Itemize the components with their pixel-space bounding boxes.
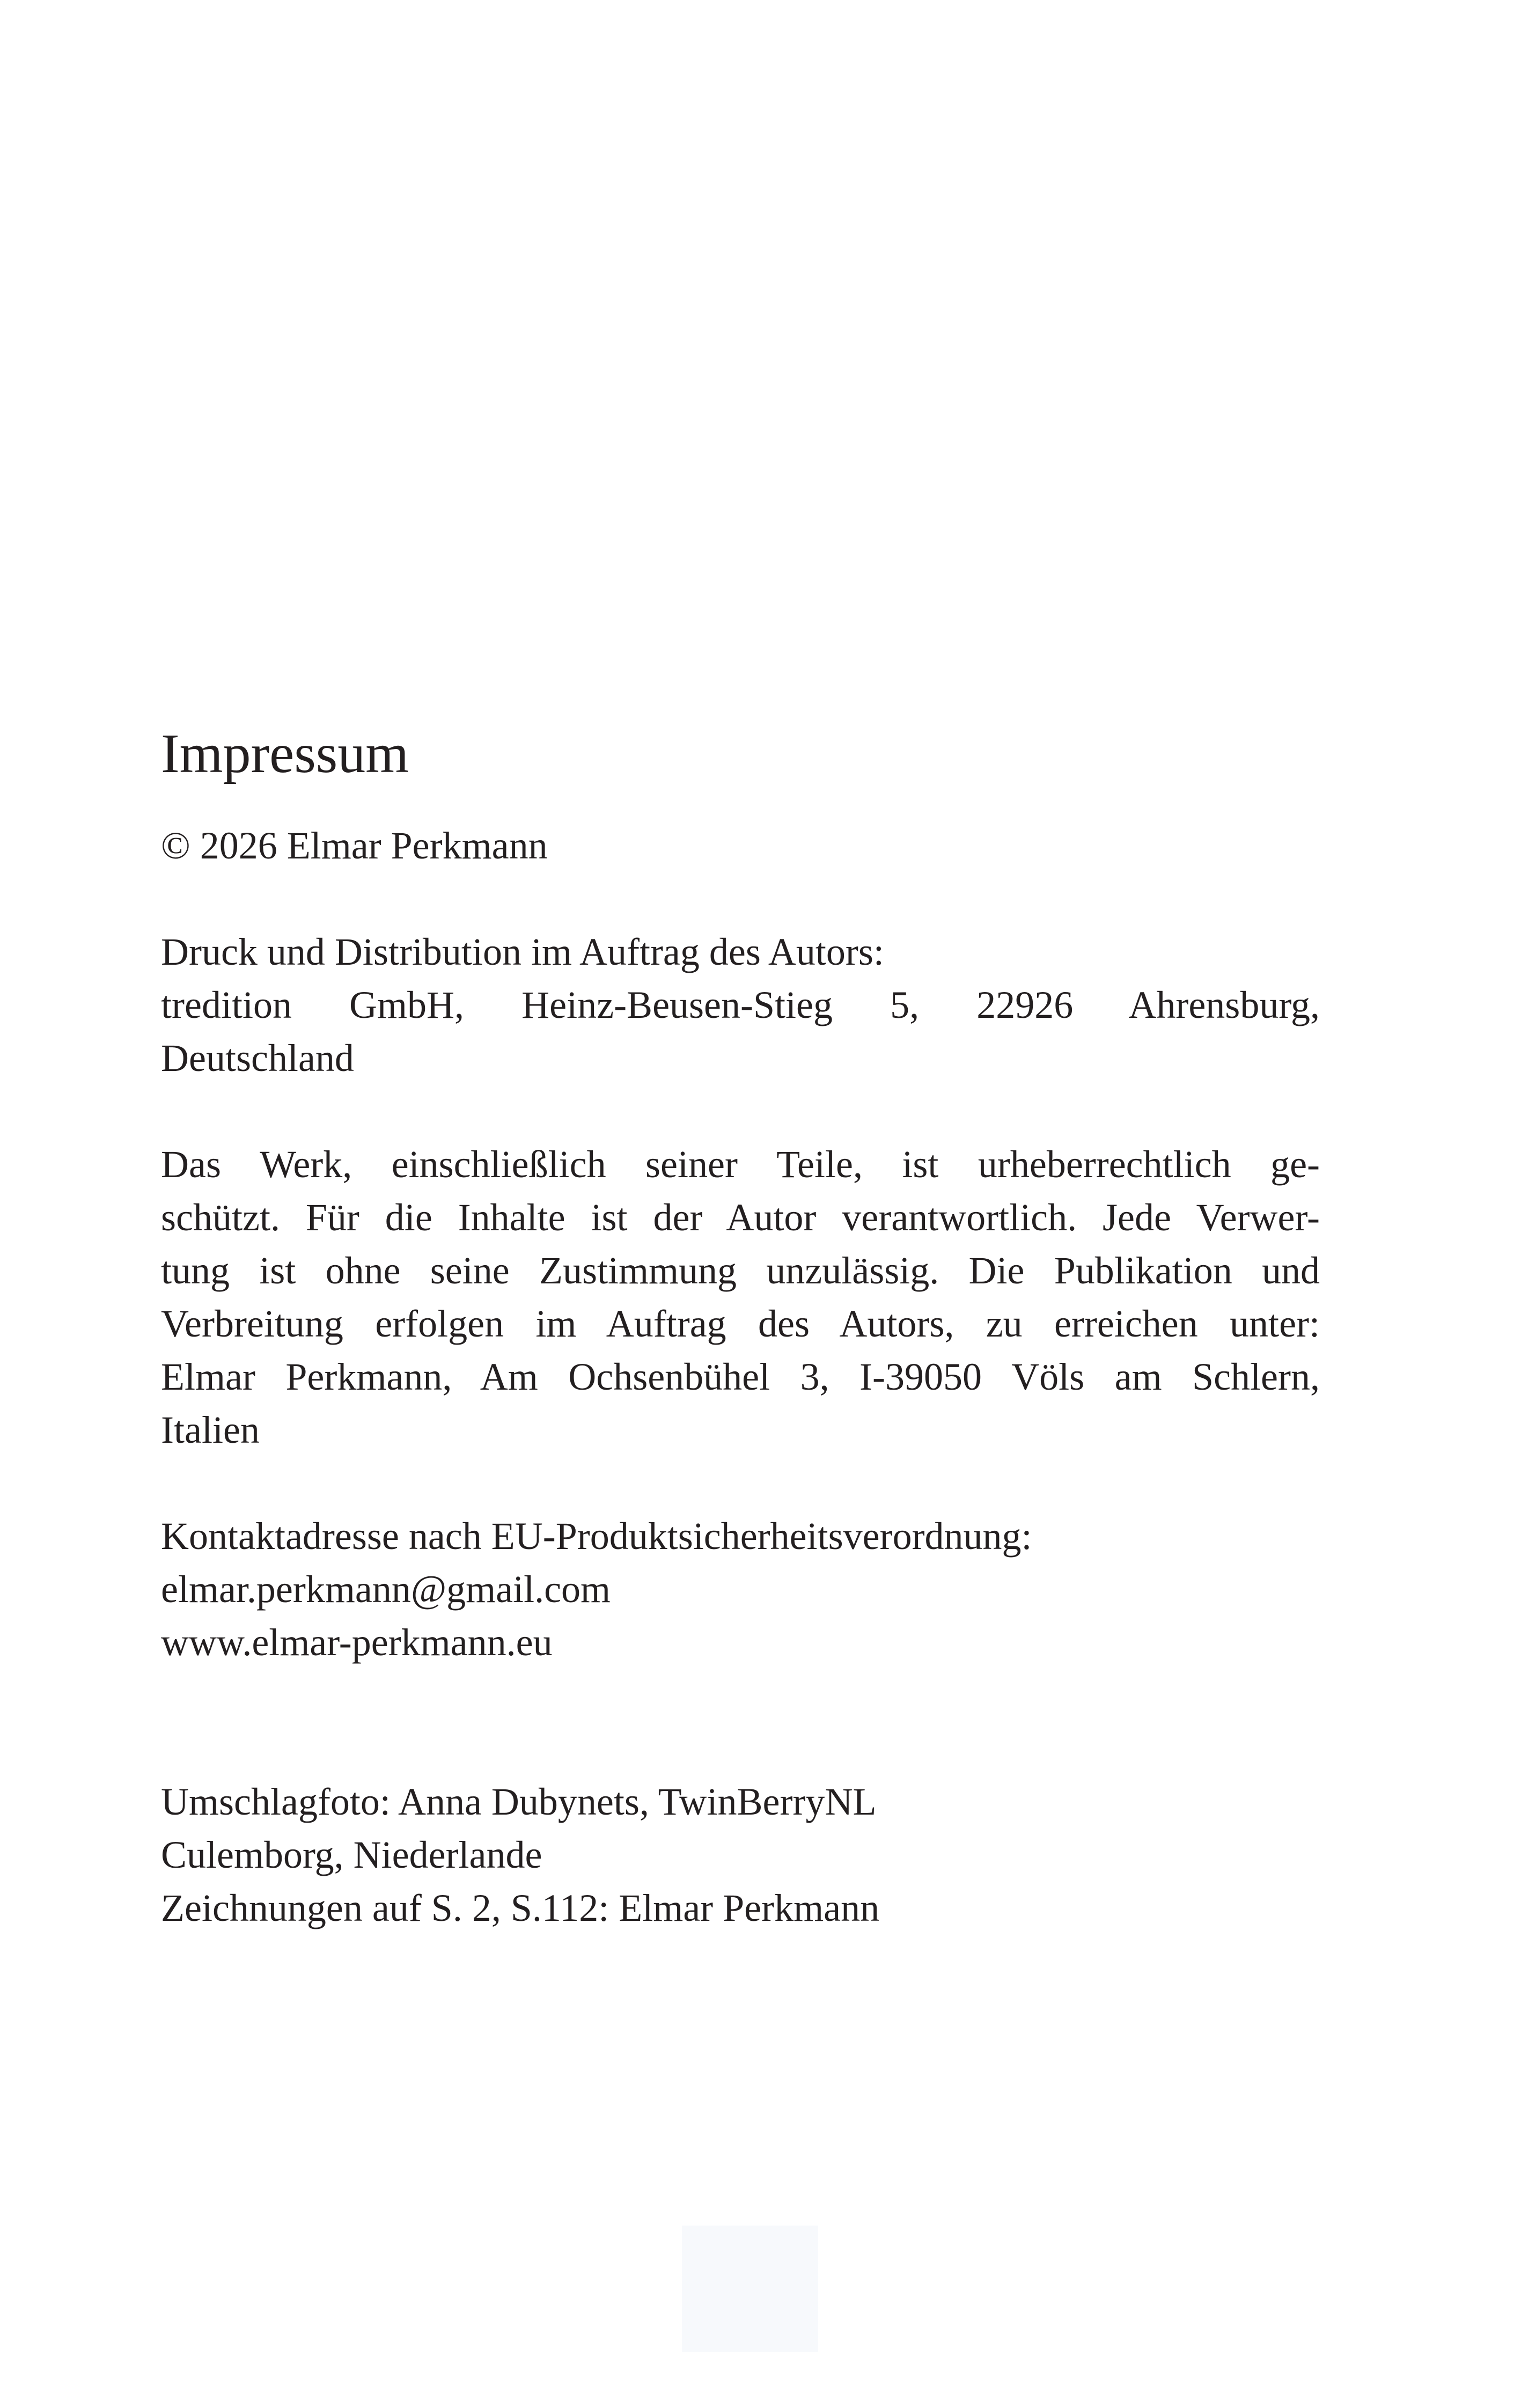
credits-line-1: Umschlagfoto: Anna Dubynets, TwinBerryNL [161,1780,877,1823]
rights-line-3: tung ist ohne seine Zustimmung unzulässig. Die Publikation und [161,1249,1320,1292]
credits-block [161,1775,1320,1935]
rights-line-2: schützt. Für die Inhalte ist der Autor verantwortlich. Jede Verwer- [161,1196,1320,1239]
distribution-line-3: Deutschland [161,1037,354,1080]
contact-line-1: Kontaktadresse nach EU-Produktsicherheitsverordnung: [161,1515,1032,1558]
contact-block [161,1510,1320,1669]
copyright-line: © 2026 Elmar Perkmann [161,824,548,867]
rights-line-5: Elmar Perkmann, Am Ochsenbühel 3, I-39050 Völs am Schlern, [161,1355,1320,1398]
rights-line-4: Verbreitung erfolgen im Auftrag des Autors, zu erreichen unter: [161,1302,1320,1345]
impressum-title: Impressum [161,723,409,784]
contact-email: elmar.perkmann@gmail.com [161,1568,611,1611]
distribution-line-2: tredition GmbH, Heinz-Beusen-Stieg 5, 22926 Ahrensburg, [161,983,1320,1026]
copyright-notice [161,819,1320,872]
rights-block [161,1138,1320,1457]
distribution-line-1: Druck und Distribution im Auftrag des Autors: [161,930,884,973]
impressum-section [161,719,1320,1935]
rights-line-1: Das Werk, einschließlich seiner Teile, ist urheberrechtlich ge- [161,1143,1320,1186]
credits-line-2: Culemborg, Niederlande [161,1833,542,1876]
contact-website: www.elmar-perkmann.eu [161,1621,553,1664]
rights-line-6: Italien [161,1408,260,1451]
credits-line-3: Zeichnungen auf S. 2, S.112: Elmar Perkmann [161,1886,880,1929]
distribution-block [161,926,1320,1085]
page-footer-marker [682,2226,818,2352]
